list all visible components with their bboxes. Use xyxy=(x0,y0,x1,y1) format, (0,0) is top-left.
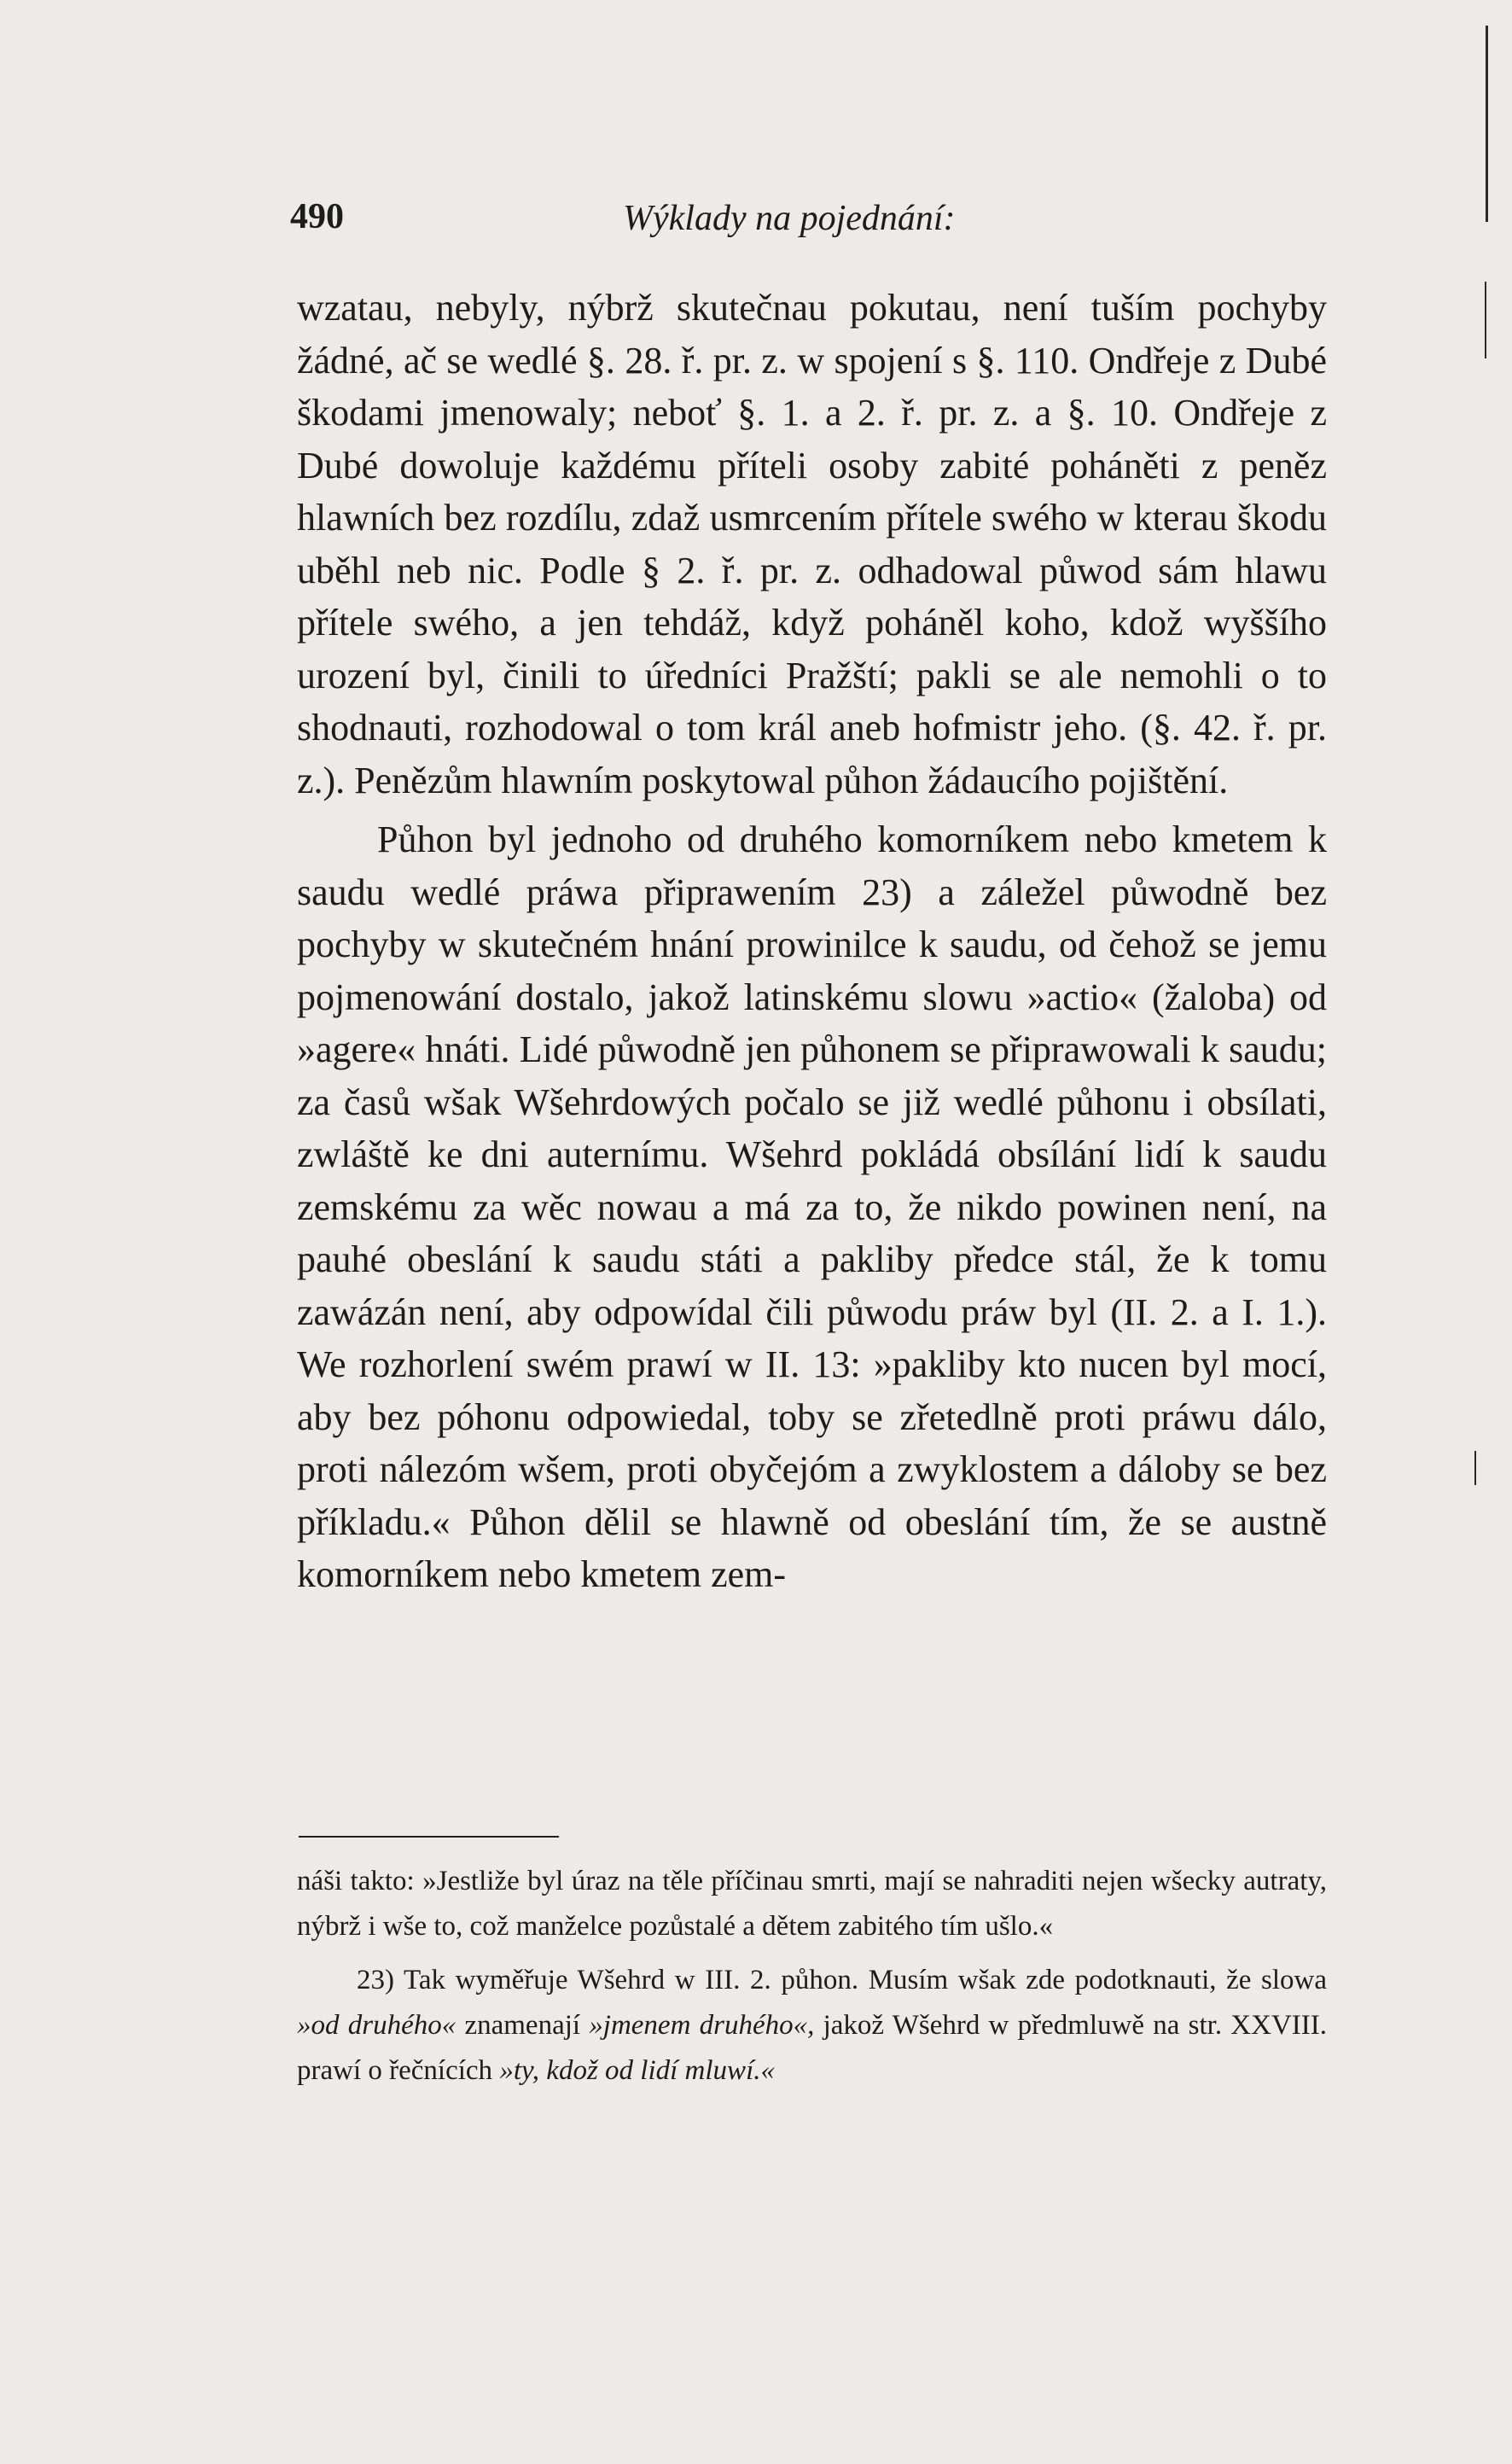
footnote-23 xyxy=(297,1958,1327,2094)
paragraph: wzatau, nebyly, nýbrž skutečnau pokutau, není tuším pochyby žádné, ač se wedlé §. 28. ř. pr. z. w spojení s §. 110. Ondřeje z Dubé škodami jmenowaly; neboť §. 1. a 2. ř. pr. z. a §. 10. Ondřeje z Dubé dowoluje každému příteli osoby zabité poháněti z peněz hlawních bez rozdílu, zdaž usmrcením přítele swého w kterau škodu uběhl neb nic. Podle § 2. ř. pr. z. odhadowal půwod sám hlawu přítele swého, a jen tehdáž, když poháněl koho, kdož wyššího urození byl, činili to úředníci Pražští; pakli se ale nemohli o to shodnauti, rozhodowal o tom král aneb hofmistr jeho. (§. 42. ř. pr. z.). Penězům hlawním poskytowal půhon žádaucího pojištění. xyxy=(297,287,1327,801)
page-header xyxy=(290,196,1327,248)
page-number: 490 xyxy=(290,197,344,236)
footnote-text: znamenají xyxy=(464,2010,581,2041)
footnote-quote: »jmenem druhého«, xyxy=(589,2010,815,2041)
page-edge-mark xyxy=(1486,26,1488,222)
footnote-continuation: náši takto: »Jestliže byl úraz na těle příčinau smrti, mají se nahraditi nejen wšecky autraty, nýbrž i wše to, což manželce pozůstalé a dětem zabitého tím ušlo.« xyxy=(297,1866,1327,1942)
running-head: Wýklady na pojednání: xyxy=(623,199,956,238)
footnote-text: jakož Wšehrd w předmluwě na str. XXVIII. prawí o řečnících xyxy=(297,2010,1328,2086)
footnote-separator xyxy=(299,1836,559,1838)
footnote-quote: »od druhého« xyxy=(297,2010,457,2041)
main-text xyxy=(297,282,1327,1601)
page-edge-mark xyxy=(1474,1451,1476,1485)
page-edge-mark xyxy=(1485,282,1486,358)
paragraph: Půhon byl jednoho od druhého komorníkem nebo kmetem k saudu wedlé práwa připrawením 23) a záležel půwodně bez pochyby w skutečném hnání prowinilce k saudu, od čehož se jemu pojmenowání dostalo, jakož latinskému slowu »actio« (žaloba) od »agere« hnáti. Lidé půwodně jen půhonem se připrawowali k saudu; za časů wšak Wšehrdowých počalo se již wedlé půhonu i obsílati, zwláště ke dni auternímu. Wšehrd pokládá obsílání lidí k saudu zemskému za wěc nowau a má za to, že nikdo powinen není, na pauhé obeslání k saudu státi a pakliby předce stál, že k tomu zawázán není, aby odpowídal čili půwodu práw byl (II. 2. a I. 1.). We rozhorlení swém prawí w II. 13: »pakliby kto nucen byl mocí, aby bez póhonu odpowiedal, toby se zřetedlně proti práwu dálo, proti nálezóm wšem, proti obyčejóm a zwyklostem a dáloby se bez příkladu.« Půhon dělil se hlawně od obeslání tím, že se austně komorníkem nebo kmetem zem- xyxy=(297,818,1327,1595)
footnote-marker: 23) xyxy=(357,1965,394,1995)
footnotes xyxy=(297,1859,1327,2094)
footnote-quote: »ty, kdož od lidí mluwí.« xyxy=(499,2055,775,2086)
footnote-text: Tak wyměřuje Wšehrd w III. 2. půhon. Musím wšak zde podotknauti, že slowa xyxy=(404,1965,1327,1995)
